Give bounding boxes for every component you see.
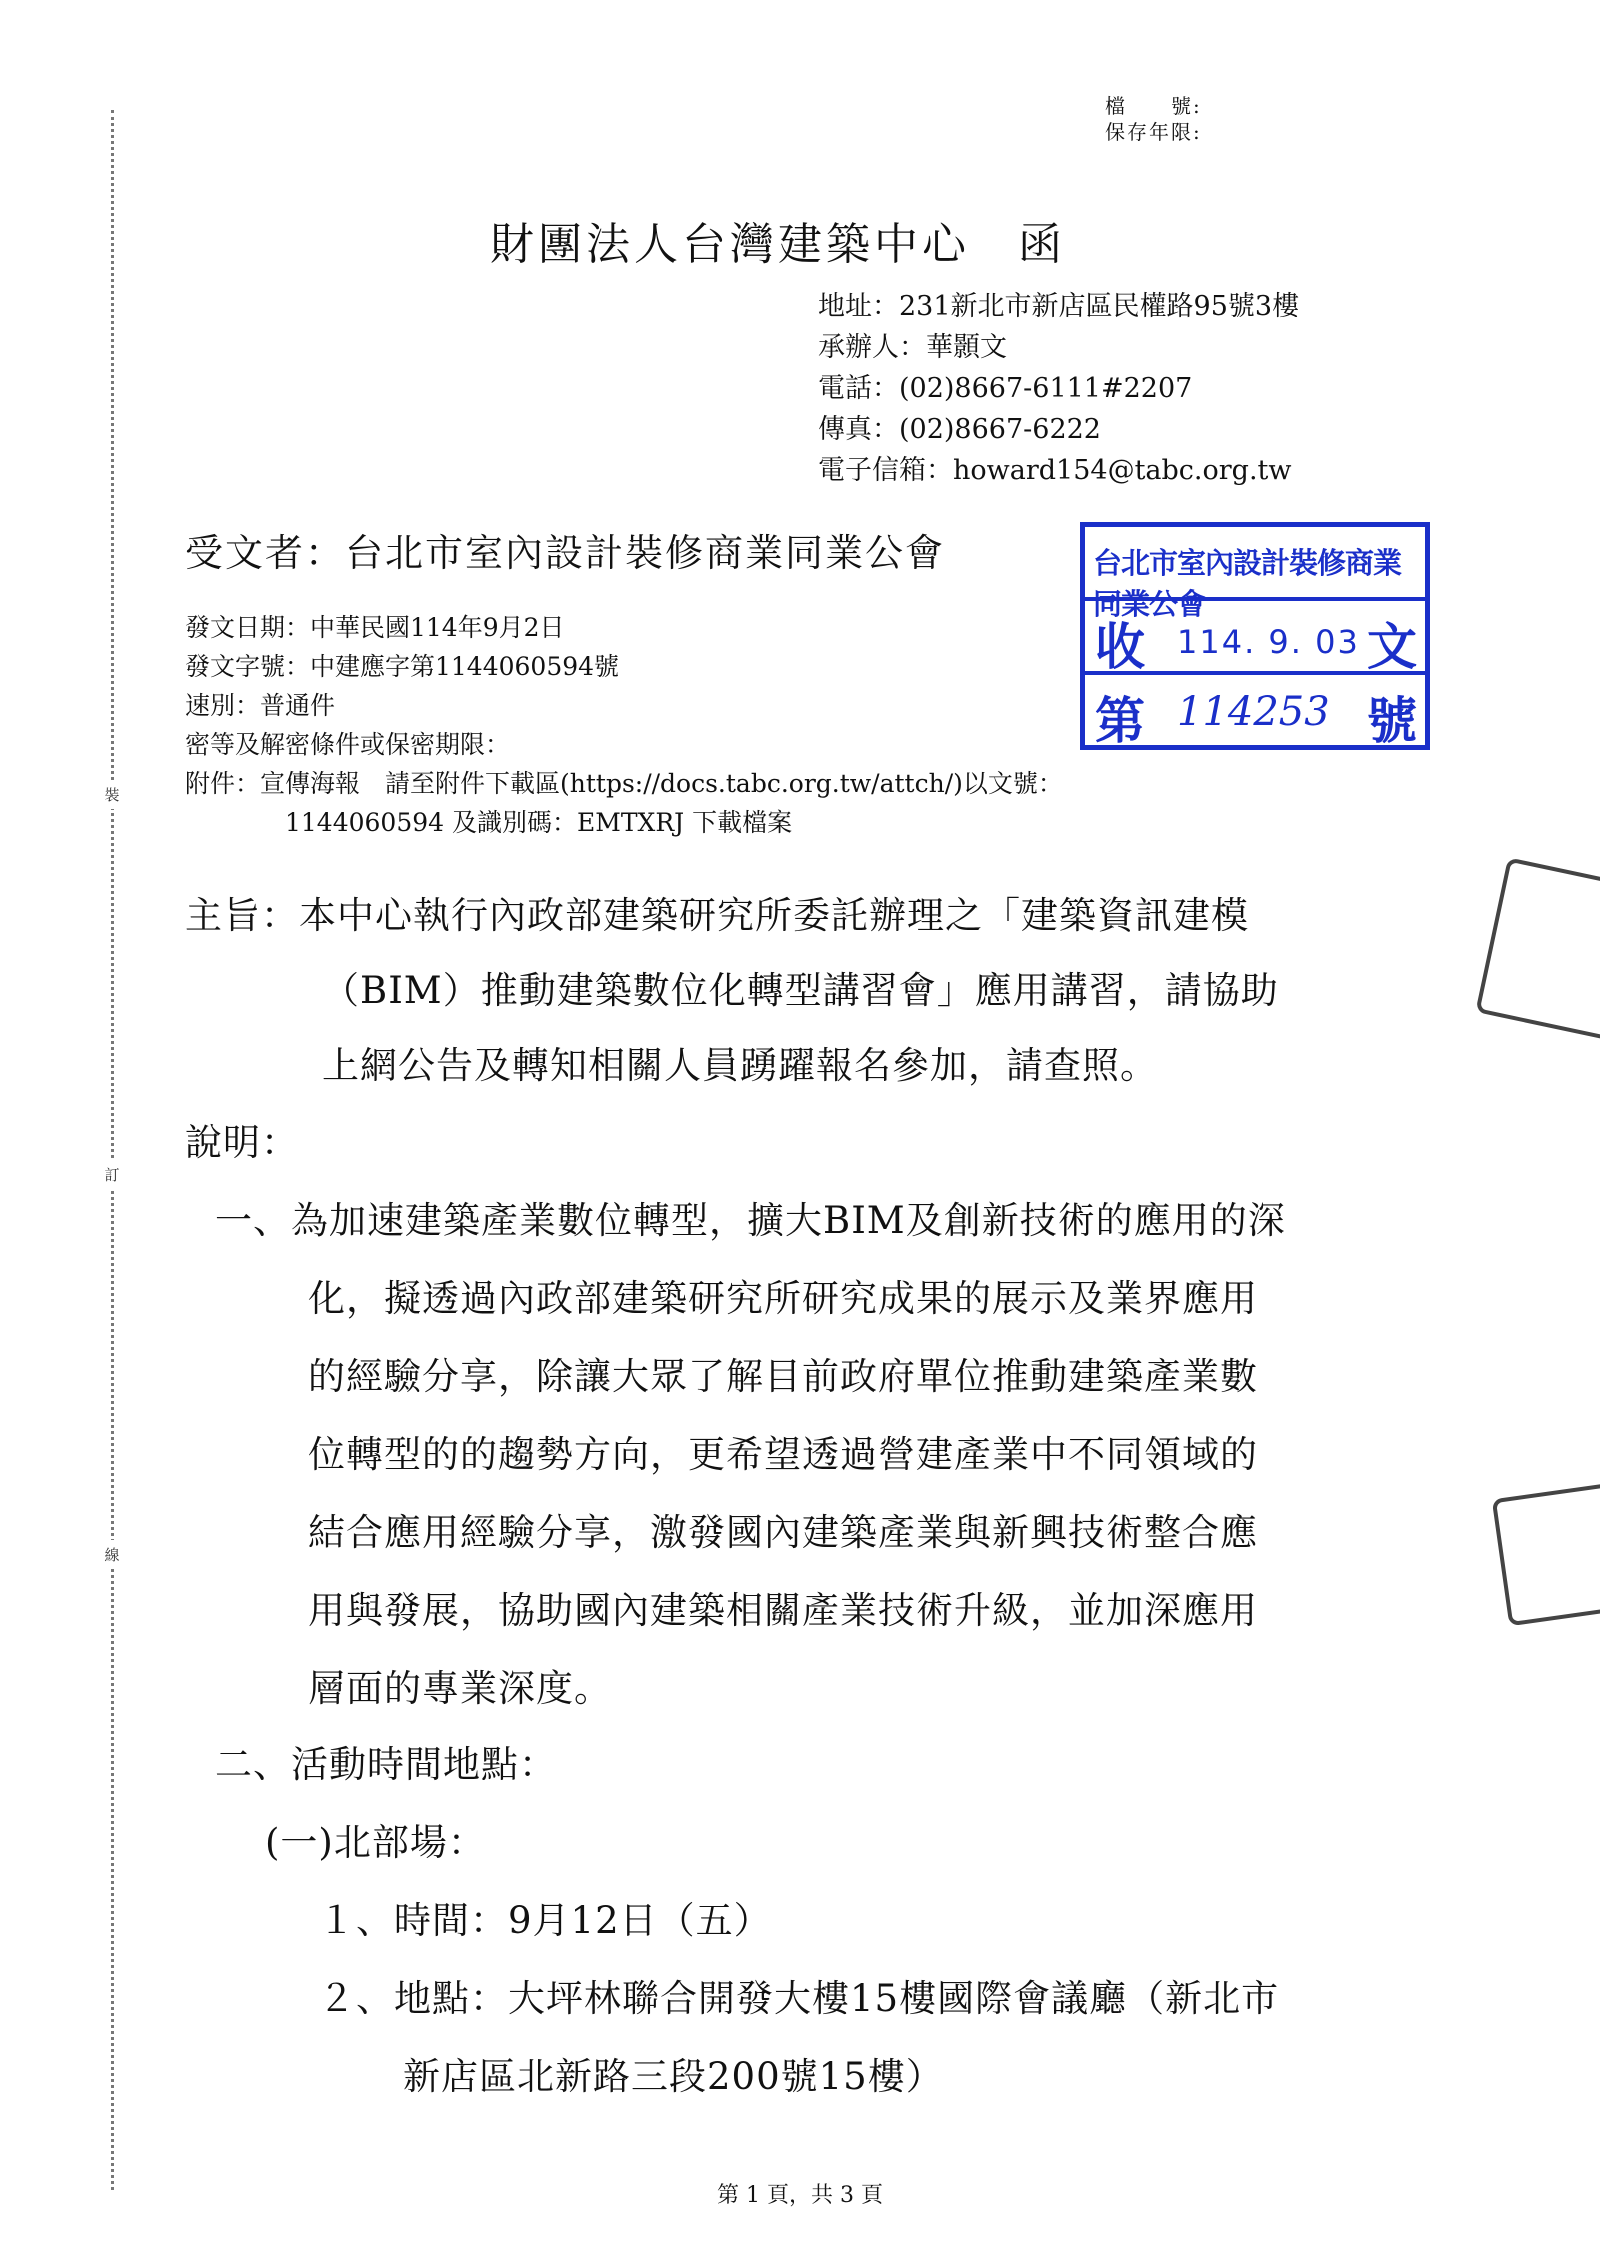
item1-line-5: 結合應用經驗分享，激發國內建築產業與新興技術整合應 (308, 1511, 1258, 1554)
attachment: 附件：宣傳海報 請至附件下載區(https://docs.tabc.org.tw/attch/)以文號： (185, 769, 1063, 798)
sender-email: 電子信箱：howard154@tabc.org.tw (818, 455, 1292, 486)
binding-mark-xian: 線 (100, 1540, 124, 1569)
stamp-hao: 號 (1367, 692, 1417, 750)
sender-address: 地址：231新北市新店區民權路95號3樓 (818, 291, 1300, 322)
electronic-seal-partial (1475, 857, 1600, 1044)
seal-partial (1492, 1482, 1600, 1627)
event-time: １、時間：9月12日（五） (318, 1899, 772, 1942)
item1-line-2: 化，擬透過內政部建築研究所研究成果的展示及業界應用 (308, 1277, 1258, 1320)
explanation-label: 說明： (185, 1121, 299, 1164)
document-title: 財團法人台灣建築中心 函 (490, 219, 1066, 270)
sender-fax: 傳真：(02)8667-6222 (818, 414, 1101, 445)
sender-handler: 承辦人：華顥文 (818, 332, 1007, 363)
secrecy: 密等及解密條件或保密期限： (185, 730, 511, 759)
event-place-line-2: 新店區北新路三段200號15樓） (403, 2055, 944, 2098)
binding-line (111, 110, 114, 2190)
item2-heading: 二、活動時間地點： (215, 1743, 557, 1786)
north-venue-heading: (一)北部場： (265, 1821, 486, 1864)
binding-mark-zhuang: 裝 (100, 780, 124, 809)
stamp-org-name: 台北市室內設計裝修商業同業公會 (1093, 546, 1402, 621)
attachment-continued: 1144060594 及識別碼：EMTXRJ 下載檔案 (285, 808, 793, 837)
stamp-wen: 文 (1367, 618, 1417, 676)
item1-line-7: 層面的專業深度。 (308, 1667, 612, 1710)
event-place-line-1: ２、地點：大坪林聯合開發大樓15樓國際會議廳（新北市 (318, 1977, 1280, 2020)
speed: 速別：普通件 (185, 691, 336, 720)
stamp-number: 114253 (1177, 689, 1330, 735)
file-number-label: 檔 號: (1105, 94, 1202, 118)
item1-line-6: 用與發展，協助國內建築相關產業技術升級，並加深應用 (308, 1589, 1258, 1632)
stamp-date: 114. 9. 03 (1177, 623, 1360, 661)
binding-mark-ding: 訂 (100, 1160, 124, 1189)
item1-line-1: 一、為加速建築產業數位轉型，擴大BIM及創新技術的應用的深 (215, 1199, 1286, 1242)
retention-label: 保存年限: (1105, 120, 1202, 144)
item1-line-4: 位轉型的的趨勢方向，更希望透過營建產業中不同領域的 (308, 1433, 1258, 1476)
stamp-di: 第 (1095, 692, 1145, 750)
sender-phone: 電話：(02)8667-6111#2207 (818, 373, 1193, 404)
item1-line-3: 的經驗分享，除讓大眾了解目前政府單位推動建築產業數 (308, 1355, 1258, 1398)
recipient: 受文者：台北市室內設計裝修商業同業公會 (185, 531, 946, 575)
receipt-stamp (1080, 522, 1430, 750)
page-footer: 第 1 頁，共 3 頁 (717, 2183, 883, 2208)
subject-line-1: 主旨：本中心執行內政部建築研究所委託辦理之「建築資訊建模 (185, 894, 1249, 937)
document-number: 發文字號：中建應字第1144060594號 (185, 652, 620, 681)
subject-line-3: 上網公告及轉知相關人員踴躍報名參加，請查照。 (322, 1044, 1158, 1087)
stamp-receive: 收 (1095, 618, 1145, 676)
subject-line-2: （BIM）推動建築數位化轉型講習會」應用講習，請協助 (322, 969, 1279, 1012)
issue-date: 發文日期：中華民國114年9月2日 (185, 613, 565, 642)
